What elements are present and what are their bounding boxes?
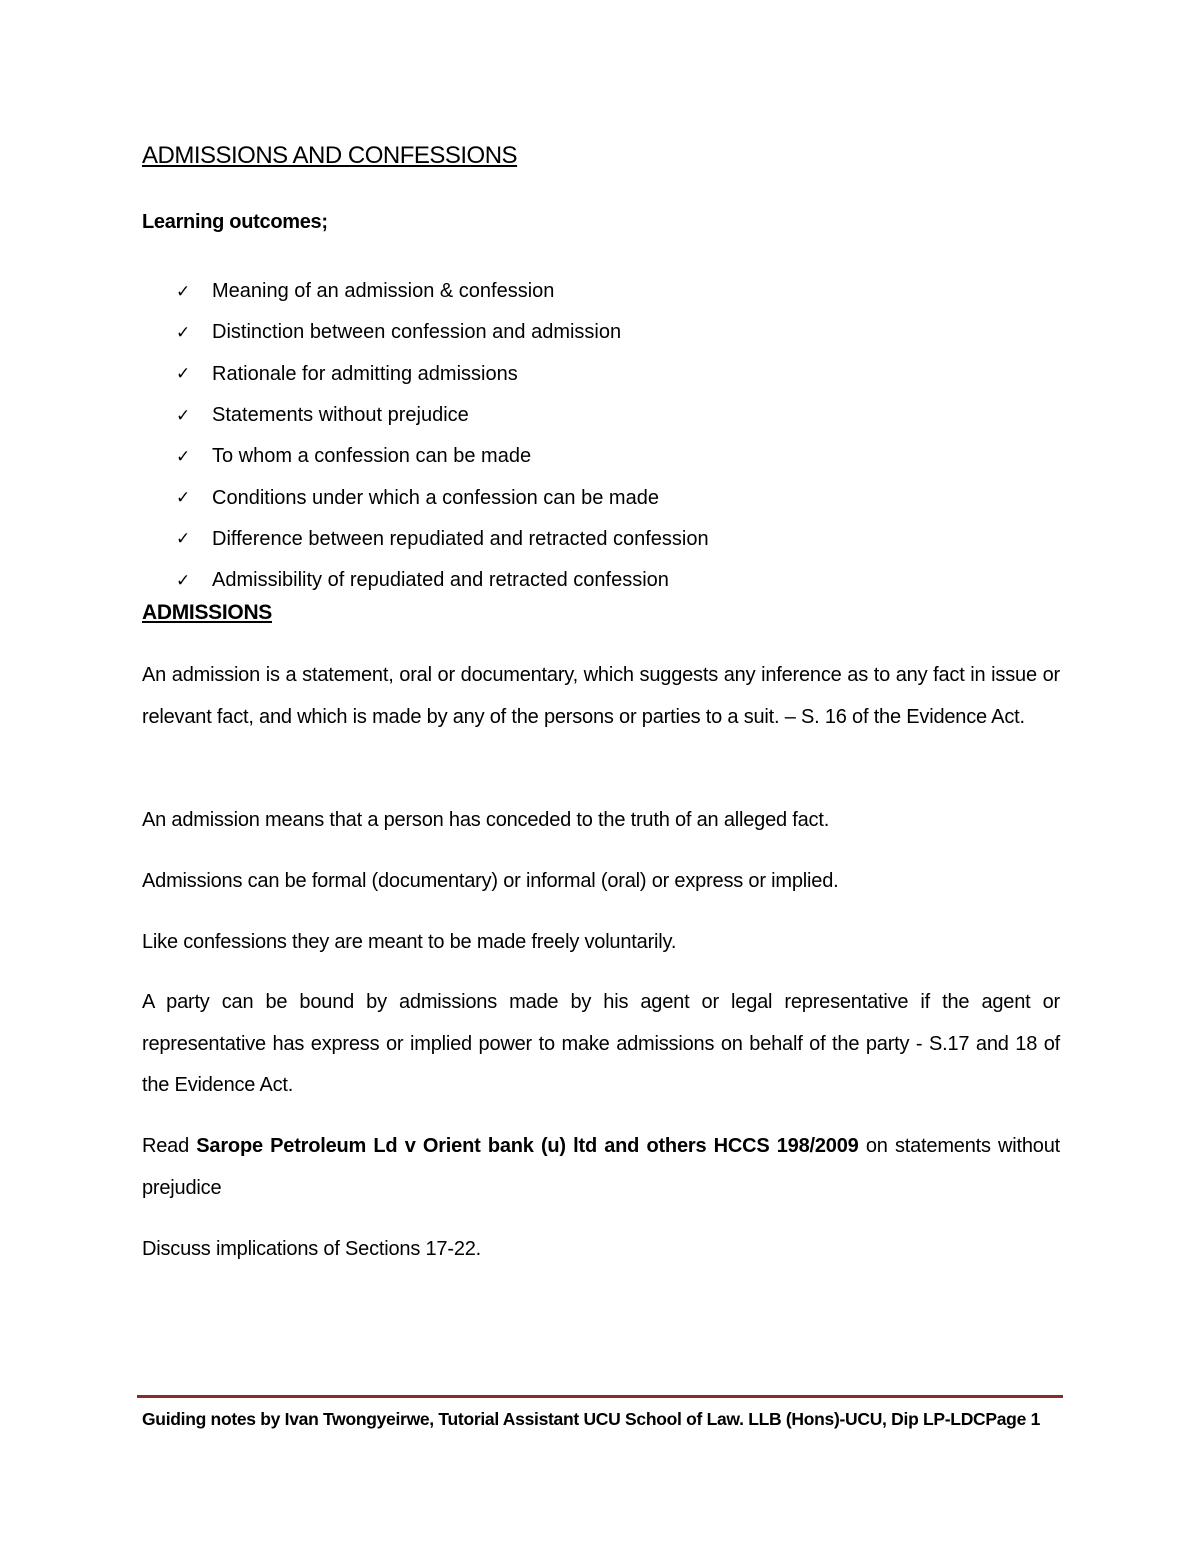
list-item: ✓ To whom a confession can be made [176,445,532,468]
check-icon: ✓ [176,364,191,384]
paragraph-discussion: Discuss implications of Sections 17-22. [142,1238,482,1260]
paragraph-meaning: An admission means that a person has conceded to the truth of an alleged fact. [142,809,830,831]
paragraph-case-reading: Read Sarope Petroleum Ld v Orient bank (u) ltd and others HCCS 198/2009 on statements without prejudice [142,1135,1061,1199]
learning-outcomes-list [176,271,709,601]
list-item: ✓ Meaning of an admission & confession [176,280,555,303]
footer-rule [137,1395,1063,1398]
footer-credit: Guiding notes by Ivan Twongyeirwe, Tutorial Assistant UCU School of Law. LLB (Hons)-UCU, Dip LP-LDC [142,1409,986,1429]
paragraph-agents: A party can be bound by admissions made by his agent or legal representative if the agent or representative has express or implied power to make admissions on behalf of the party - S.17 and 18 of the Evidence Act. [142,991,1060,1096]
list-item: ✓ Admissibility of repudiated and retracted confession [176,569,669,592]
check-icon: ✓ [176,405,191,425]
list-item: ✓ Distinction between confession and admission [176,321,622,344]
case-citation: Sarope Petroleum Ld v Orient bank (u) ltd and others HCCS 198/2009 [196,1135,859,1157]
paragraph-types: Admissions can be formal (documentary) or informal (oral) or express or implied. [142,870,839,892]
list-item: ✓ Conditions under which a confession can be made [176,486,659,509]
paragraph-voluntary: Like confessions they are meant to be made freely voluntarily. [142,931,677,953]
paragraph-definition: An admission is a statement, oral or documentary, which suggests any inference as to any fact in issue or relevant fact, and which is made by any of the persons or parties to a suit. – S. 16 of the Evidence Act. [142,664,1060,728]
check-icon: ✓ [176,570,191,590]
check-icon: ✓ [176,488,191,508]
check-icon: ✓ [176,322,191,342]
footer [142,1406,1052,1432]
check-icon: ✓ [176,529,191,549]
list-item: ✓ Rationale for admitting admissions [176,362,518,385]
page-title: ADMISSIONS AND CONFESSIONS [142,142,518,169]
learning-outcomes-label: Learning outcomes; [142,211,328,233]
check-icon: ✓ [176,446,191,466]
page-number: Page 1 [985,1409,1040,1429]
check-icon: ✓ [176,281,191,301]
list-item: ✓ Difference between repudiated and retracted confession [176,527,709,550]
section-heading-admissions: ADMISSIONS [142,601,273,624]
list-item: ✓ Statements without prejudice [176,404,469,427]
